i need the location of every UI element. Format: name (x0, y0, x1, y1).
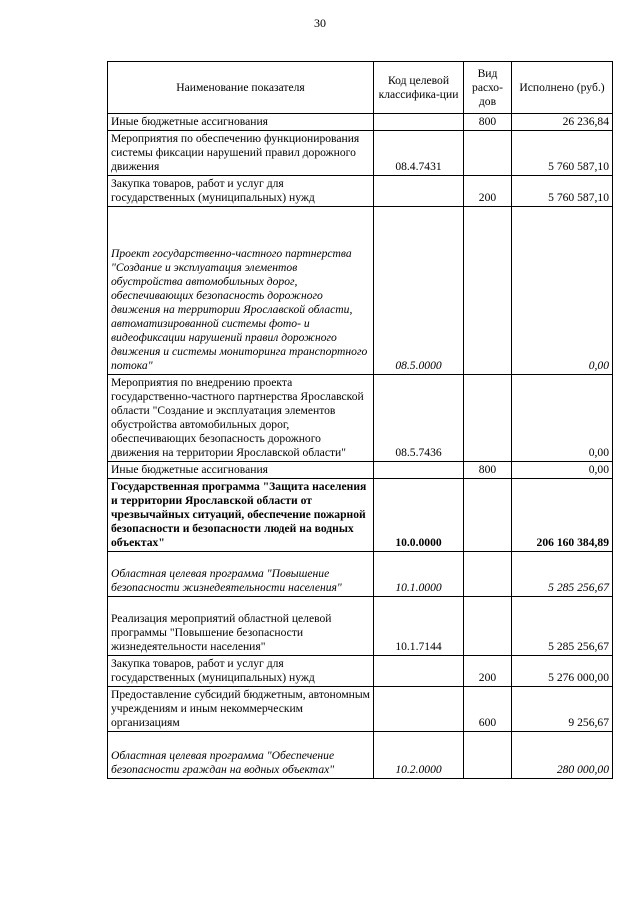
row-amount: 5 760 587,10 (512, 176, 613, 207)
row-name: Закупка товаров, работ и услуг для государственных (муниципальных) нужд (108, 176, 374, 207)
row-name (108, 732, 374, 779)
row-code (374, 462, 464, 479)
row-amount: 0,00 (512, 207, 613, 375)
table-row (108, 114, 613, 131)
row-code: 08.4.7431 (374, 131, 464, 176)
row-amount: 5 285 256,67 (512, 552, 613, 597)
row-name (108, 597, 374, 656)
row-vid (464, 597, 512, 656)
row-name: Мероприятия по внедрению проекта государственно-частного партнерства Ярославской области "Создание и эксплуатация элементов обустройства автомобильных дорог, обеспечивающих безопасность дорожного движения на территории Ярославской области" (108, 375, 374, 462)
table-row (108, 552, 613, 597)
row-name (108, 552, 374, 597)
row-name: Государственная программа "Защита населения и территории Ярославской области от чрезвычайных ситуаций, обеспечение пожарной безопасности и безопасности людей на водных объектах" (108, 479, 374, 552)
row-vid (464, 207, 512, 375)
row-name: Предоставление субсидий бюджетным, автономным учреждениям и иным некоммерческим организациям (108, 687, 374, 732)
table-row (108, 131, 613, 176)
table-row (108, 176, 613, 207)
table-row (108, 687, 613, 732)
row-code: 10.1.0000 (374, 552, 464, 597)
row-code (374, 114, 464, 131)
table-header (108, 62, 613, 114)
header-name: Наименование показателя (108, 62, 374, 114)
table-row (108, 207, 613, 375)
row-code: 10.2.0000 (374, 732, 464, 779)
row-amount: 9 256,67 (512, 687, 613, 732)
row-amount: 26 236,84 (512, 114, 613, 131)
row-vid: 800 (464, 114, 512, 131)
row-amount: 0,00 (512, 375, 613, 462)
row-amount: 0,00 (512, 462, 613, 479)
row-amount: 5 276 000,00 (512, 656, 613, 687)
row-vid (464, 479, 512, 552)
row-code (374, 176, 464, 207)
row-name-text: Областная целевая программа "Обеспечение безопасности граждан на водных объектах" (111, 749, 335, 776)
table-row (108, 597, 613, 656)
row-name: Иные бюджетные ассигнования (108, 462, 374, 479)
row-code: 10.0.0000 (374, 479, 464, 552)
header-amount: Исполнено (руб.) (512, 62, 613, 114)
row-vid (464, 375, 512, 462)
row-code (374, 656, 464, 687)
row-code: 08.5.7436 (374, 375, 464, 462)
row-name: Мероприятия по обеспечению функционирования системы фиксации нарушений правил дорожного движения (108, 131, 374, 176)
row-amount: 206 160 384,89 (512, 479, 613, 552)
table-row (108, 462, 613, 479)
row-name-text: Областная целевая программа "Повышение безопасности жизнедеятельности населения" (111, 567, 342, 594)
row-name-text: Проект государственно-частного партнерства "Создание и эксплуатация элементов обустройства автомобильных дорог, обеспечивающих безопасность дорожного движения на территории Ярославской области, автоматизированной системы фото- и видеофиксации нарушений правил дорожного движения и системы мониторинга транспортного потока" (111, 247, 368, 372)
row-name-text: Реализация мероприятий областной целевой программы "Повышение безопасности жизнедеятельности населения" (111, 612, 332, 653)
row-amount: 5 285 256,67 (512, 597, 613, 656)
header-code: Код целевой классифика-ции (374, 62, 464, 114)
row-name (108, 207, 374, 375)
row-code: 10.1.7144 (374, 597, 464, 656)
row-code: 08.5.0000 (374, 207, 464, 375)
row-vid (464, 732, 512, 779)
row-vid: 200 (464, 176, 512, 207)
row-name: Иные бюджетные ассигнования (108, 114, 374, 131)
row-vid (464, 131, 512, 176)
row-vid: 600 (464, 687, 512, 732)
row-amount: 5 760 587,10 (512, 131, 613, 176)
row-code (374, 687, 464, 732)
row-vid (464, 552, 512, 597)
row-vid: 800 (464, 462, 512, 479)
table-row (108, 656, 613, 687)
row-vid: 200 (464, 656, 512, 687)
table-row (108, 732, 613, 779)
row-name: Закупка товаров, работ и услуг для государственных (муниципальных) нужд (108, 656, 374, 687)
budget-table (107, 61, 613, 779)
table-row (108, 479, 613, 552)
header-vid: Вид расхо-дов (464, 62, 512, 114)
row-amount: 280 000,00 (512, 732, 613, 779)
table-row (108, 375, 613, 462)
page-number: 30 (314, 16, 326, 30)
